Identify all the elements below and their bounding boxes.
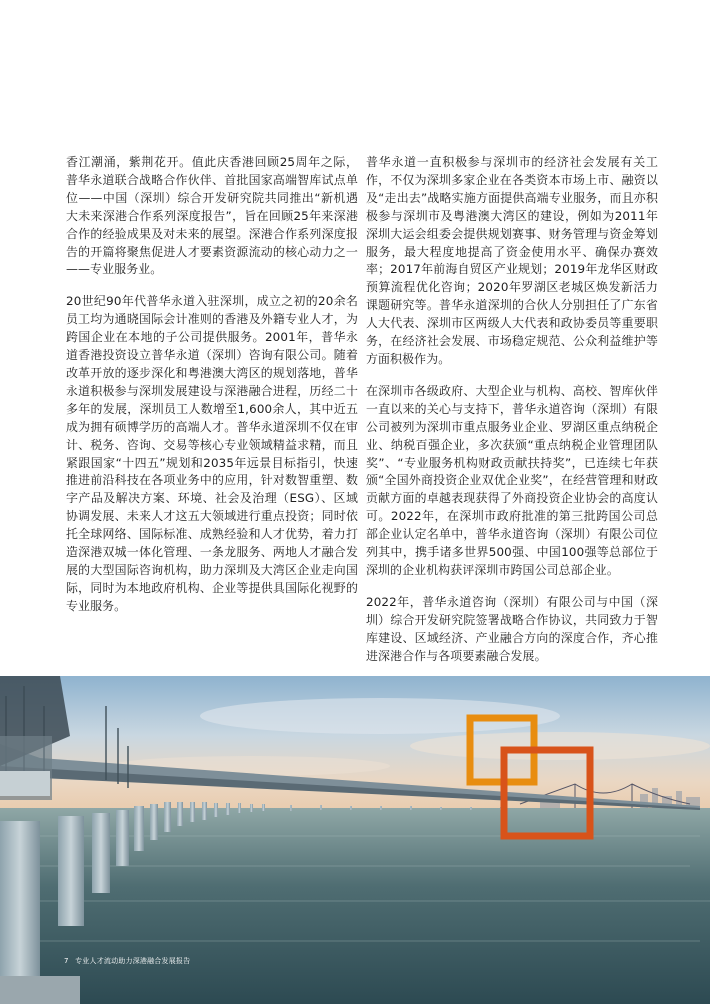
left-text-column bbox=[66, 154, 358, 630]
paragraph-contribution: 普华永道一直积极参与深圳市的经济社会发展有关工作，不仅为深圳多家企业在各类资本市场上市、融资以及“走出去”战略实施方面提供高端专业服务，而且亦积极参与深圳市及粤港澳大湾区的建设，例如为2011年深圳大运会组委会提供规划赛事、财务管理与资金筹划服务，最大程度地提高了资金使用水平、确保办赛效率；2017年前海自贸区产业规划；2019年龙华区财政预算流程优化咨询；2020年罗湖区老城区焕发新活力课题研究等。普华永道深圳的合伙人分别担任了广东省人大代表、深圳市区两级人大代表和政协委员等重要职务，在经济社会发展、市场稳定规范、公众利益维护等方面积极作为。 bbox=[366, 155, 658, 366]
paragraph-intro: 香江潮涌，紫荆花开。值此庆香港回顾25周年之际，普华永道联合战略合作伙伴、首批国家高端智库试点单位——中国（深圳）综合开发研究院共同推出“新机遇大未来深港合作系列深度报告”，旨在回顾25年来深港合作的经验成果及对未来的展望。深港合作系列深度报告的开篇将聚焦促进人才要素资源流动的核心动力之一——专业服务业。 bbox=[66, 155, 358, 277]
paragraph-cooperation: 2022年，普华永道咨询（深圳）有限公司与中国（深圳）综合开发研究院签署战略合作协议，共同致力于智库建设、区域经济、产业融合方向的深度合作，齐心推进深港合作与各项要素融合发展。 bbox=[366, 594, 658, 663]
page-footer bbox=[64, 956, 190, 966]
paragraph-recognition: 在深圳市各级政府、大型企业与机构、高校、智库伙伴一直以来的关心与支持下，普华永道咨询（深圳）有限公司被列为深圳市重点服务业企业、罗湖区重点纳税企业、纳税百强企业，多次获颁“重点纳税企业管理团队奖”、“专业服务机构财政贡献扶持奖”，已连续七年获颁“全国外商投资企业双优企业奖”，在经营管理和财政贡献方面的卓越表现获得了外商投资企业协会的高度认可。2022年，在深圳市政府批准的第三批跨国公司总部企业认定名单中，普华永道咨询（深圳）有限公司位列其中，携手诸多世界500强、中国100强等总部位于深圳的企业机构获评深圳市跨国公司总部企业。 bbox=[366, 383, 658, 577]
paragraph-history: 20世纪90年代普华永道入驻深圳，成立之初的20余名员工均为通晓国际会计准则的香港及外籍专业人才，为跨国企业在本地的子公司提供服务。2001年，普华永道香港投资设立普华永道（深圳）咨询有限公司。随着改革开放的逐步深化和粤港澳大湾区的规划落地，普华永道积极参与深圳发展建设与深港融合进程，历经二十多年的发展，深圳员工人数增至1,600余人，其中近五成为拥有硕博学历的高端人才。普华永道深圳不仅在审计、税务、咨询、交易等核心专业领域精益求精，而且紧跟国家“十四五”规划和2035年远景目标指引，快速推进前沿科技在各项业务中的应用，针对数智重塑、数字产品及解决方案、环境、社会及治理（ESG）、区域协调发展、未来人才这五大领域进行重点投资；同时依托全球网络、国际标准、成熟经验和人才优势，着力打造深港双城一体化管理、一条龙服务、两地人才融合发展的大型国际咨询机构，助力深圳及大湾区企业走向国际，同时为本地政府机构、企业等提供具国际化视野的专业服务。 bbox=[66, 294, 358, 613]
right-text-column bbox=[366, 154, 658, 679]
sea-bridge-photo bbox=[0, 676, 710, 1004]
report-title: 专业人才流动助力深港融合发展报告 bbox=[75, 957, 191, 965]
page-number: 7 bbox=[64, 957, 69, 965]
